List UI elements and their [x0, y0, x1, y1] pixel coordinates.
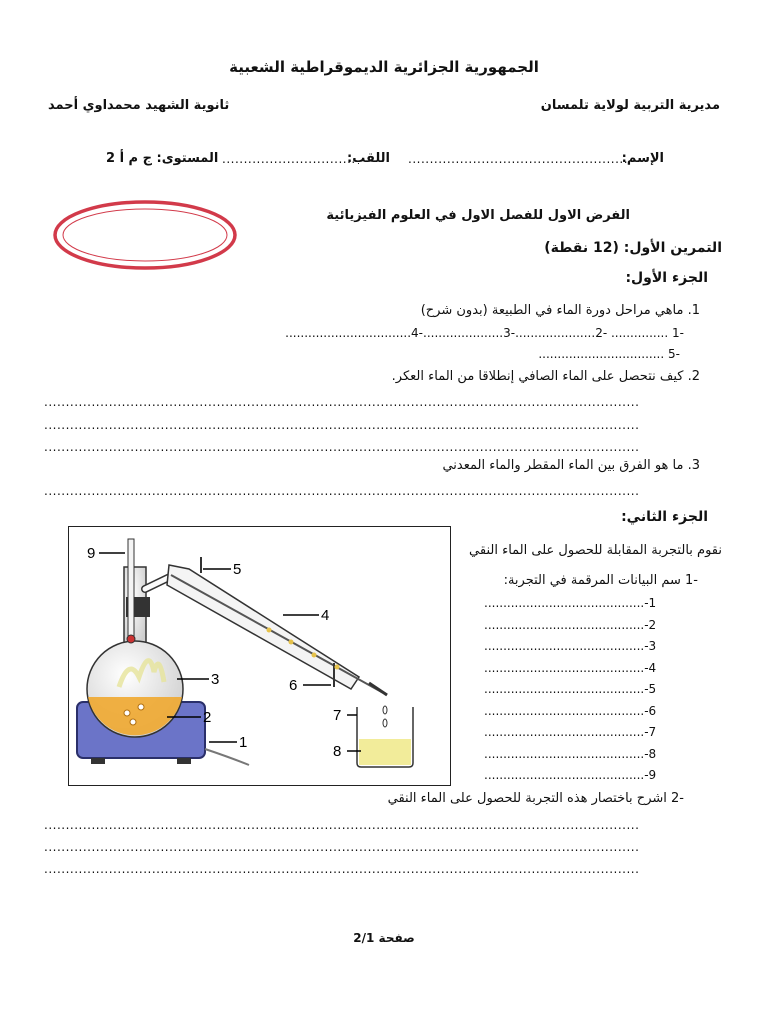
part2-intro: نقوم بالتجربة المقابلة للحصول على الماء النقي: [469, 543, 722, 558]
answer-dots: ..........................................: [484, 617, 645, 632]
droplet: [267, 628, 272, 633]
directorate-label: مديرية التربية لولاية تلمسان: [540, 98, 720, 113]
figure-label-answer-3[interactable]: [484, 639, 666, 653]
bubble: [138, 704, 144, 710]
surname-field[interactable]: ...............................: [222, 152, 356, 166]
distillation-diagram: [69, 527, 449, 784]
fig-label-8: 8: [333, 743, 342, 760]
figure-label-answer-5[interactable]: [484, 682, 666, 696]
condenser-outlet: [369, 683, 387, 695]
exam-title: الفرض الاول للفصل الاول في العلوم الفيزيائية: [326, 208, 630, 223]
answer-number: -2: [644, 617, 657, 632]
part2-answer-line-1[interactable]: ..........................................................................................................................................: [44, 818, 640, 832]
part1-title: الجزء الأول:: [625, 270, 708, 286]
thermometer-bulb: [127, 635, 135, 643]
answer-number: -3: [644, 639, 657, 653]
figure-label-answer-7[interactable]: [484, 725, 666, 739]
figure-label-answer-2[interactable]: [484, 618, 666, 632]
heater-foot-right: [177, 758, 191, 764]
droplet: [335, 665, 340, 670]
figure-label-answer-1[interactable]: [484, 596, 666, 610]
name-label: الإسم:: [621, 151, 664, 166]
bubble: [130, 719, 136, 725]
answer-dots: ..........................................: [484, 660, 645, 675]
grade-oval-inner: [63, 209, 227, 261]
grade-oval-outer: [55, 202, 235, 268]
fig-label-5: 5: [233, 561, 242, 578]
answer-dots: ..........................................: [484, 725, 645, 739]
bubble: [124, 710, 130, 716]
condenser-inner-tube: [171, 575, 387, 695]
distilled-water: [359, 739, 411, 765]
answer-number: -9: [644, 768, 657, 782]
part2-answer-line-2[interactable]: ..........................................................................................................................................: [44, 840, 640, 854]
q1-answer-line-2[interactable]: -5 .................................: [538, 347, 680, 361]
answer-dots: ..........................................: [484, 768, 645, 782]
fig-label-9: 9: [87, 545, 96, 562]
figure-label-answer-9[interactable]: [484, 768, 666, 782]
answer-number: -1: [644, 596, 657, 610]
q3-answer-line[interactable]: ..........................................................................................................................................: [44, 484, 640, 498]
school-label: ثانوية الشهيد محمداوي أحمد: [48, 98, 230, 113]
answer-number: -7: [644, 725, 657, 739]
drop: [383, 706, 387, 714]
fig-label-7: 7: [333, 707, 342, 724]
surname-label: اللقب:: [347, 151, 390, 166]
grade-oval: [50, 198, 240, 272]
distillation-figure: [68, 526, 451, 786]
q1-answer-line-1[interactable]: -1 ............... -2.....................-3.....................-4.................................: [285, 326, 684, 340]
answer-dots: ..........................................: [484, 596, 645, 610]
fig-label-6: 6: [289, 677, 298, 694]
heater-cable: [205, 749, 249, 765]
q2-answer-line-3[interactable]: ..........................................................................................................................................: [44, 440, 640, 454]
q2-answer-line-1[interactable]: ..........................................................................................................................................: [44, 395, 640, 409]
thermometer: [128, 539, 134, 637]
q2-text: 2. كيف نتحصل على الماء الصافي إنطلاقا من الماء العكر.: [391, 369, 700, 384]
q2-answer-line-2[interactable]: ..........................................................................................................................................: [44, 418, 640, 432]
figure-label-answer-8[interactable]: [484, 747, 666, 761]
answer-dots: ..........................................: [484, 703, 645, 718]
fig-label-1: 1: [239, 734, 248, 751]
part2-title: الجزء الثاني:: [621, 509, 708, 525]
answer-dots: ..........................................: [484, 639, 645, 653]
droplet: [312, 653, 317, 658]
figure-label-answer-4[interactable]: [484, 661, 666, 675]
part2-answer-line-3[interactable]: ..........................................................................................................................................: [44, 862, 640, 876]
answer-number: -5: [644, 682, 657, 696]
q3-text: 3. ما هو الفرق بين الماء المقطر والماء المعدني: [442, 458, 700, 473]
q1-text: 1. ماهي مراحل دورة الماء في الطبيعة (بدون شرح): [420, 303, 700, 318]
droplet: [289, 640, 294, 645]
heater-foot-left: [91, 758, 105, 764]
answer-dots: ..........................................: [484, 746, 645, 761]
fig-label-2: 2: [203, 709, 212, 726]
fig-label-4: 4: [321, 607, 330, 624]
answer-number: -6: [644, 703, 657, 718]
drop: [383, 719, 387, 727]
answer-dots: ..........................................: [484, 682, 645, 696]
part2-q1: -1 سم البيانات المرقمة في التجربة:: [503, 573, 698, 588]
figure-label-answer-6[interactable]: [484, 704, 666, 718]
part2-q2: -2 اشرح باختصار هذه التجربة للحصول على الماء النقي: [387, 791, 684, 806]
name-field[interactable]: ...................................................: [408, 152, 629, 166]
answer-number: -4: [644, 660, 657, 675]
page-title: الجمهورية الجزائرية الديموقراطية الشعبية: [229, 58, 539, 76]
answer-number: -8: [644, 746, 657, 761]
exercise1-title: التمرين الأول: (12 نقطة): [544, 240, 722, 256]
level-label: المستوى: ج م أ 2: [106, 151, 219, 166]
page-number: صفحة 2/1: [353, 931, 415, 945]
fig-label-3: 3: [211, 671, 220, 688]
